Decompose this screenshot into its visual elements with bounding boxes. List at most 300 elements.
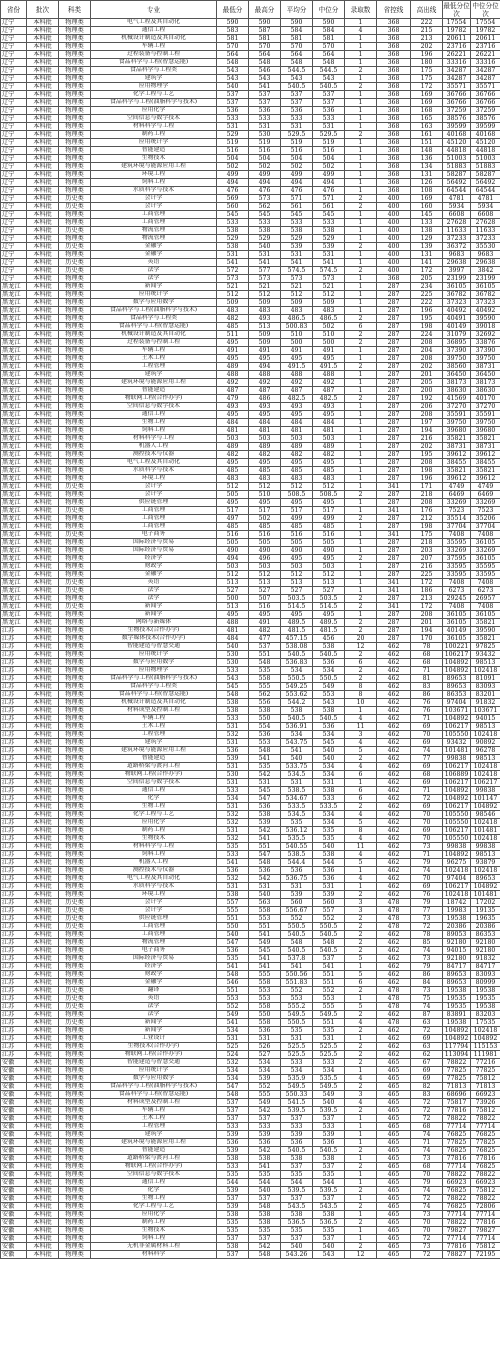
cell-control-line: 465	[377, 1251, 411, 1259]
cell-admitted: 2	[345, 987, 377, 995]
cell-province: 江苏	[1, 843, 27, 851]
cell-admitted: 1	[345, 419, 377, 427]
table-row	[1, 1067, 500, 1075]
cell-median-score: 570	[313, 43, 345, 51]
cell-max-score: 555	[249, 1091, 281, 1099]
cell-median-score: 552	[313, 915, 345, 923]
cell-subject: 物理类	[59, 1243, 91, 1251]
cell-admitted: 1	[345, 115, 377, 123]
cell-subject: 物理类	[59, 851, 91, 859]
cell-control-line: 287	[377, 427, 411, 435]
cell-avg-score: 549.25	[281, 683, 313, 691]
cell-max-score: 541	[249, 931, 281, 939]
cell-admitted: 8	[345, 827, 377, 835]
cell-major: 生物工程	[91, 1195, 217, 1203]
cell-min-rank: 4749	[443, 483, 471, 491]
cell-min-rank: 20611	[443, 35, 471, 43]
cell-major: 物联网工程(合作办学)	[91, 1051, 217, 1059]
cell-above-line: 76	[411, 699, 443, 707]
cell-max-score: 553	[249, 915, 281, 923]
cell-avg-score: 476	[281, 187, 313, 195]
cell-median-score: 536	[313, 723, 345, 731]
cell-above-line: 208	[411, 459, 443, 467]
table-row	[1, 179, 500, 187]
cell-median-score: 538	[313, 227, 345, 235]
cell-median-score: 537	[313, 1195, 345, 1203]
cell-median-score: 482.5	[313, 395, 345, 403]
cell-above-line: 68	[411, 1163, 443, 1171]
cell-median-rank: 35821	[471, 435, 500, 443]
cell-batch: 本科批	[27, 531, 59, 539]
cell-min-score: 531	[217, 123, 249, 131]
cell-major: 应用化学	[91, 819, 217, 827]
cell-batch: 本科批	[27, 843, 59, 851]
cell-avg-score: 538.5	[281, 851, 313, 859]
cell-subject: 物理类	[59, 539, 91, 547]
cell-median-score: 551	[313, 1019, 345, 1027]
cell-control-line: 462	[377, 819, 411, 827]
table-row	[1, 1011, 500, 1019]
cell-major: 数学与应用数学	[91, 299, 217, 307]
cell-admitted: 2	[345, 595, 377, 603]
cell-batch: 本科批	[27, 411, 59, 419]
cell-above-line: 78	[411, 931, 443, 939]
cell-min-score: 512	[217, 291, 249, 299]
cell-median-rank: 51003	[471, 155, 500, 163]
cell-median-score: 485	[313, 523, 345, 531]
cell-above-line: 172	[411, 83, 443, 91]
cell-control-line: 478	[377, 995, 411, 1003]
table-row	[1, 235, 500, 243]
cell-above-line: 216	[411, 435, 443, 443]
cell-province: 安徽	[1, 1075, 27, 1083]
cell-max-score: 509	[249, 299, 281, 307]
table-row	[1, 1051, 500, 1059]
cell-subject: 物理类	[59, 667, 91, 675]
cell-above-line: 213	[411, 35, 443, 43]
table-row	[1, 739, 500, 747]
cell-admitted: 1	[345, 1155, 377, 1163]
cell-major: 国际经济与贸易	[91, 539, 217, 547]
cell-subject: 物理类	[59, 835, 91, 843]
cell-above-line: 73	[411, 915, 443, 923]
cell-subject: 物理类	[59, 395, 91, 403]
cell-above-line: 75	[411, 995, 443, 1003]
cell-major: 饲料工程	[91, 851, 217, 859]
cell-subject: 物理类	[59, 379, 91, 387]
cell-max-score: 541	[249, 963, 281, 971]
cell-batch: 本科批	[27, 1171, 59, 1179]
cell-above-line: 218	[411, 491, 443, 499]
table-row	[1, 723, 500, 731]
cell-max-score: 502	[249, 515, 281, 523]
cell-avg-score: 574.5	[281, 267, 313, 275]
cell-control-line: 368	[377, 107, 411, 115]
cell-min-score: 549	[217, 1011, 249, 1019]
cell-control-line: 465	[377, 1211, 411, 1219]
cell-province: 江苏	[1, 819, 27, 827]
cell-max-score: 553	[249, 995, 281, 1003]
cell-control-line: 287	[377, 387, 411, 395]
cell-avg-score: 495	[281, 355, 313, 363]
cell-major: 工商管理	[91, 923, 217, 931]
cell-province: 江苏	[1, 875, 27, 883]
cell-batch: 本科批	[27, 387, 59, 395]
cell-min-rank: 104892	[443, 795, 471, 803]
cell-subject: 物理类	[59, 963, 91, 971]
cell-above-line: 208	[411, 339, 443, 347]
cell-province: 安徽	[1, 1059, 27, 1067]
cell-major: 应用物理学	[91, 667, 217, 675]
table-row	[1, 251, 500, 259]
cell-avg-score: 482	[281, 451, 313, 459]
cell-above-line: 73	[411, 1211, 443, 1219]
cell-admitted: 1	[345, 123, 377, 131]
cell-min-score: 533	[217, 667, 249, 675]
cell-admitted: 2	[345, 1187, 377, 1195]
cell-avg-score: 537	[281, 1163, 313, 1171]
cell-control-line: 287	[377, 611, 411, 619]
table-row	[1, 1187, 500, 1195]
cell-min-rank: 89653	[443, 971, 471, 979]
cell-median-score: 533.5	[313, 803, 345, 811]
cell-min-score: 482	[217, 315, 249, 323]
cell-admitted: 1	[345, 35, 377, 43]
cell-control-line: 368	[377, 123, 411, 131]
cell-avg-score: 525.5	[281, 1043, 313, 1051]
cell-admitted: 1	[345, 219, 377, 227]
table-row	[1, 1251, 500, 1259]
cell-min-score: 541	[217, 1019, 249, 1027]
cell-median-score: 533	[313, 219, 345, 227]
cell-above-line: 169	[411, 91, 443, 99]
cell-avg-score: 534.67	[281, 795, 313, 803]
cell-max-score: 535	[249, 1171, 281, 1179]
cell-control-line: 287	[377, 563, 411, 571]
cell-admitted: 1	[345, 283, 377, 291]
table-row	[1, 459, 500, 467]
cell-above-line: 81	[411, 675, 443, 683]
cell-min-score: 488	[217, 619, 249, 627]
cell-province: 江苏	[1, 1003, 27, 1011]
col-header-province: 省份	[1, 1, 27, 19]
cell-major: 空间信息与数字技术	[91, 1171, 217, 1179]
table-row	[1, 771, 500, 779]
cell-province: 辽宁	[1, 91, 27, 99]
cell-major: 金融学	[91, 571, 217, 579]
cell-batch: 本科批	[27, 259, 59, 267]
cell-above-line: 72	[411, 1251, 443, 1259]
table-row	[1, 1043, 500, 1051]
cell-subject: 历史类	[59, 907, 91, 915]
cell-subject: 物理类	[59, 1067, 91, 1075]
table-row	[1, 91, 500, 99]
cell-avg-score: 543.5	[281, 1203, 313, 1211]
cell-batch: 本科批	[27, 987, 59, 995]
cell-above-line: 222	[411, 299, 443, 307]
cell-province: 江苏	[1, 915, 27, 923]
col-header-median-rank: 中位分位次	[472, 1, 499, 18]
cell-median-score: 529	[313, 235, 345, 243]
table-row	[1, 747, 500, 755]
cell-admitted: 6	[345, 323, 377, 331]
cell-control-line: 462	[377, 779, 411, 787]
cell-avg-score: 484	[281, 419, 313, 427]
cell-province: 黑龙江	[1, 491, 27, 499]
cell-avg-score: 549.5	[281, 1011, 313, 1019]
cell-province: 辽宁	[1, 251, 27, 259]
cell-admitted: 1	[345, 707, 377, 715]
cell-median-score: 525.5	[313, 1051, 345, 1059]
cell-above-line: 170	[411, 635, 443, 643]
cell-above-line: 68	[411, 659, 443, 667]
col-header-min-rank: 最低分位次	[443, 1, 470, 18]
cell-max-score: 558	[249, 675, 281, 683]
cell-above-line: 63	[411, 1019, 443, 1027]
cell-avg-score: 503.5	[281, 595, 313, 603]
table-row	[1, 283, 500, 291]
cell-subject: 物理类	[59, 451, 91, 459]
cell-admitted: 1	[345, 1179, 377, 1187]
cell-median-rank: 56492	[471, 179, 500, 187]
cell-max-score: 487	[249, 387, 281, 395]
cell-median-score: 503	[313, 435, 345, 443]
cell-major: 化学工程与工艺	[91, 91, 217, 99]
cell-subject: 物理类	[59, 971, 91, 979]
table-row	[1, 531, 500, 539]
cell-batch: 本科批	[27, 1075, 59, 1083]
cell-min-score: 533	[217, 219, 249, 227]
cell-above-line: 208	[411, 611, 443, 619]
cell-admitted: 2	[345, 67, 377, 75]
cell-admitted: 2	[345, 339, 377, 347]
cell-province: 江苏	[1, 771, 27, 779]
cell-province: 黑龙江	[1, 355, 27, 363]
cell-min-rank: 38576	[443, 115, 471, 123]
cell-admitted: 1	[345, 483, 377, 491]
cell-subject: 物理类	[59, 371, 91, 379]
cell-control-line: 368	[377, 179, 411, 187]
cell-control-line: 465	[377, 1195, 411, 1203]
cell-median-score: 552	[313, 987, 345, 995]
cell-min-rank: 105550	[443, 731, 471, 739]
cell-median-rank: 34287	[471, 67, 500, 75]
cell-max-score: 537	[249, 1195, 281, 1203]
cell-min-rank: 3997	[443, 267, 471, 275]
cell-max-score: 503	[249, 435, 281, 443]
cell-batch: 本科批	[27, 67, 59, 75]
cell-subject: 物理类	[59, 1083, 91, 1091]
cell-major: 物流管理	[91, 227, 217, 235]
table-row	[1, 843, 500, 851]
cell-median-rank: 40170	[471, 395, 500, 403]
table-row	[1, 691, 500, 699]
cell-batch: 本科批	[27, 803, 59, 811]
cell-admitted: 11	[345, 843, 377, 851]
cell-province: 江苏	[1, 795, 27, 803]
table-row	[1, 163, 500, 171]
cell-min-rank: 6273	[443, 587, 471, 595]
cell-major: 饲料工程	[91, 427, 217, 435]
cell-subject: 物理类	[59, 67, 91, 75]
cell-province: 黑龙江	[1, 475, 27, 483]
cell-province: 安徽	[1, 1147, 27, 1155]
cell-min-score: 535	[217, 1171, 249, 1179]
cell-major: 材料科学与工程	[91, 435, 217, 443]
cell-batch: 本科批	[27, 355, 59, 363]
cell-median-rank: 39750	[471, 419, 500, 427]
cell-median-rank: 11633	[471, 227, 500, 235]
cell-admitted: 1	[345, 379, 377, 387]
cell-control-line: 287	[377, 339, 411, 347]
cell-min-rank: 104892	[443, 667, 471, 675]
cell-min-rank: 117794	[443, 1043, 471, 1051]
cell-avg-score: 499	[281, 515, 313, 523]
cell-province: 黑龙江	[1, 395, 27, 403]
cell-above-line: 79	[411, 963, 443, 971]
cell-subject: 物理类	[59, 699, 91, 707]
cell-median-rank: 7408	[471, 603, 500, 611]
cell-max-score: 494	[249, 363, 281, 371]
cell-admitted: 4	[345, 851, 377, 859]
cell-batch: 本科批	[27, 1251, 59, 1259]
cell-median-rank: 37270	[471, 403, 500, 411]
cell-median-rank: 102418	[471, 1027, 500, 1035]
cell-province: 江苏	[1, 867, 27, 875]
table-row	[1, 987, 500, 995]
cell-above-line: 69	[411, 739, 443, 747]
cell-min-rank: 36105	[443, 635, 471, 643]
cell-median-score: 535	[313, 1171, 345, 1179]
cell-province: 辽宁	[1, 43, 27, 51]
cell-control-line: 287	[377, 419, 411, 427]
cell-min-score: 545	[217, 211, 249, 219]
cell-min-score: 509	[217, 299, 249, 307]
cell-major: 机器人工程	[91, 443, 217, 451]
cell-median-rank: 19538	[471, 1003, 500, 1011]
cell-avg-score: 541	[281, 259, 313, 267]
cell-batch: 本科批	[27, 235, 59, 243]
cell-province: 黑龙江	[1, 499, 27, 507]
cell-above-line: 194	[411, 627, 443, 635]
cell-min-score: 531	[217, 779, 249, 787]
cell-major: 车辆工程	[91, 715, 217, 723]
cell-province: 辽宁	[1, 259, 27, 267]
cell-admitted: 2	[345, 651, 377, 659]
cell-median-score: 533	[313, 1059, 345, 1067]
table-row	[1, 651, 500, 659]
cell-province: 黑龙江	[1, 515, 27, 523]
cell-avg-score: 538.5	[281, 787, 313, 795]
cell-max-score: 531	[249, 1035, 281, 1043]
cell-admitted: 12	[345, 643, 377, 651]
cell-major: 国际经济与贸易	[91, 955, 217, 963]
cell-control-line: 462	[377, 931, 411, 939]
cell-province: 江苏	[1, 699, 27, 707]
cell-median-rank: 36105	[471, 539, 500, 547]
table-row	[1, 1091, 500, 1099]
col-header-admitted: 录取数	[345, 1, 377, 19]
cell-subject: 物理类	[59, 355, 91, 363]
table-row	[1, 139, 500, 147]
cell-admitted: 1	[345, 1131, 377, 1139]
cell-subject: 物理类	[59, 235, 91, 243]
cell-median-score: 533	[313, 795, 345, 803]
cell-avg-score: 549.5	[281, 1083, 313, 1091]
cell-major: 新闻学	[91, 1027, 217, 1035]
cell-median-rank: 73926	[471, 1099, 500, 1107]
cell-max-score: 539	[249, 1075, 281, 1083]
cell-avg-score: 535	[281, 819, 313, 827]
cell-min-score: 534	[217, 1027, 249, 1035]
cell-avg-score: 552	[281, 987, 313, 995]
cell-min-score: 495	[217, 339, 249, 347]
cell-median-score: 540.5	[313, 931, 345, 939]
cell-median-rank: 77816	[471, 1155, 500, 1163]
cell-avg-score: 537	[281, 91, 313, 99]
cell-above-line: 69	[411, 763, 443, 771]
cell-max-score: 488	[249, 371, 281, 379]
cell-above-line: 69	[411, 1035, 443, 1043]
cell-control-line: 465	[377, 1171, 411, 1179]
cell-median-rank: 103671	[471, 707, 500, 715]
cell-admitted: 1	[345, 435, 377, 443]
cell-median-score: 553	[313, 691, 345, 699]
cell-major: 会计学	[91, 491, 217, 499]
cell-median-score: 551	[313, 979, 345, 987]
cell-admitted: 1	[345, 963, 377, 971]
table-row	[1, 315, 500, 323]
cell-min-score: 519	[217, 139, 249, 147]
cell-admitted: 2	[345, 363, 377, 371]
cell-control-line: 400	[377, 235, 411, 243]
cell-batch: 本科批	[27, 339, 59, 347]
cell-avg-score: 500.83	[281, 323, 313, 331]
cell-median-score: 535.5	[313, 1075, 345, 1083]
cell-median-rank: 23716	[471, 43, 500, 51]
cell-subject: 物理类	[59, 763, 91, 771]
cell-min-rank: 76825	[443, 1203, 471, 1211]
cell-min-score: 533	[217, 1163, 249, 1171]
cell-median-score: 548	[313, 939, 345, 947]
cell-median-score: 536	[313, 659, 345, 667]
cell-batch: 本科批	[27, 27, 59, 35]
cell-control-line: 462	[377, 811, 411, 819]
cell-median-score: 555	[313, 1003, 345, 1011]
cell-avg-score: 533	[281, 219, 313, 227]
cell-province: 江苏	[1, 627, 27, 635]
cell-control-line: 287	[377, 547, 411, 555]
cell-subject: 物理类	[59, 91, 91, 99]
cell-control-line: 400	[377, 251, 411, 259]
cell-above-line: 205	[411, 275, 443, 283]
cell-major: 建筑学	[91, 1131, 217, 1139]
cell-control-line: 465	[377, 1091, 411, 1099]
cell-median-score: 525.5	[313, 1043, 345, 1051]
cell-min-rank: 35591	[443, 411, 471, 419]
cell-above-line: 198	[411, 523, 443, 531]
col-header-max-score: 最高分	[249, 1, 281, 19]
cell-province: 江苏	[1, 691, 27, 699]
cell-min-rank: 36105	[443, 611, 471, 619]
cell-above-line: 73	[411, 1155, 443, 1163]
cell-control-line: 465	[377, 1219, 411, 1227]
cell-subject: 历史类	[59, 923, 91, 931]
cell-batch: 本科批	[27, 939, 59, 947]
cell-province: 江苏	[1, 931, 27, 939]
cell-median-score: 503	[313, 563, 345, 571]
cell-avg-score: 544.2	[281, 699, 313, 707]
